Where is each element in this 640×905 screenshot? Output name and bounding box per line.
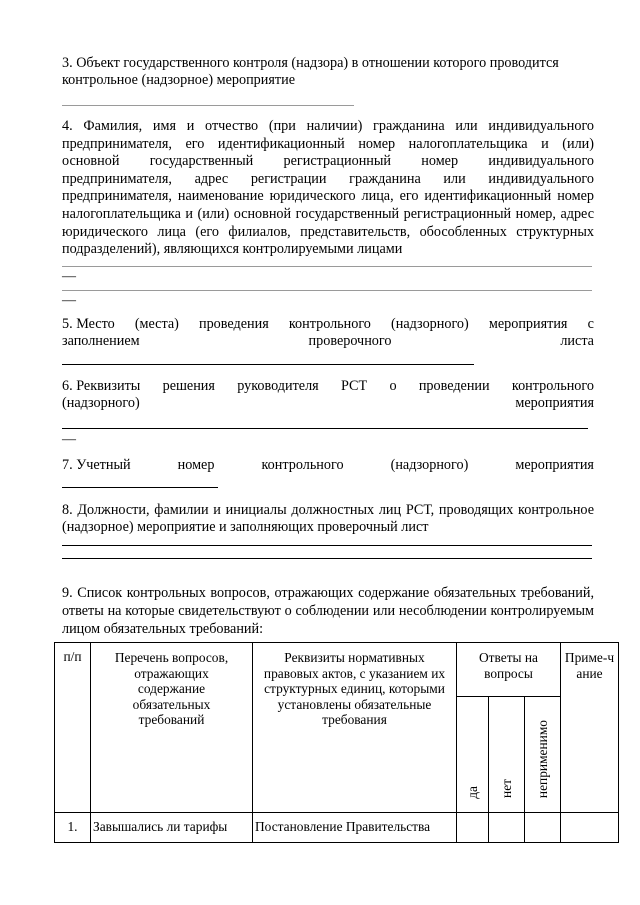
section-8: 8. Должности, фамилии и инициалы должностных лиц РСТ, проводящих контрольное (надзорное) мероприятие и заполняющих проверочный лист	[62, 502, 594, 536]
row-answer-na[interactable]	[525, 813, 561, 843]
section-8-fill-line-1[interactable]	[62, 545, 592, 546]
questions-table	[54, 642, 619, 843]
row-answer-yes[interactable]	[457, 813, 489, 843]
section-6-line-2: (надзорного) мероприятия	[62, 395, 594, 412]
header-yes: да	[457, 697, 489, 813]
section-4-dash-1: —	[62, 269, 76, 284]
section-6-fill-line[interactable]	[62, 428, 588, 429]
section-3-line-1: 3. Объект государственного контроля (надзора) в отношении которого проводится	[62, 55, 559, 71]
section-9: 9. Список контрольных вопросов, отражающих содержание обязательных требований, ответы на которые свидетельствуют о соблюдении или несоблюдении контролируемым лицом обязательных требований:	[62, 585, 594, 637]
row-num: 1.	[55, 813, 91, 843]
section-6	[62, 378, 594, 412]
section-4-dash-2: —	[62, 293, 76, 308]
header-requisites: Реквизиты нормативных правовых актов, с указанием их структурных единиц, которыми установлены обязательные требования	[253, 643, 457, 813]
header-na: неприменимо	[525, 697, 561, 813]
header-questions: Перечень вопросов, отражающих содержание обязательных требований	[91, 643, 253, 813]
section-3-line-2: контрольное (надзорное) мероприятие	[62, 72, 295, 89]
section-5-line-2: заполнением проверочного листа	[62, 333, 594, 350]
section-4-fill-line-2[interactable]	[62, 290, 592, 291]
section-7	[62, 457, 594, 474]
section-5-line-1: 5. Место (места) проведения контрольного (надзорного) мероприятия с	[62, 316, 594, 332]
section-6-line-1: 6. Реквизиты решения руководителя РСТ о проведении контрольного	[62, 378, 594, 394]
header-num: п/п	[55, 643, 91, 813]
section-5-fill-line[interactable]	[62, 364, 474, 365]
header-no: нет	[489, 697, 525, 813]
section-4: 4. Фамилия, имя и отчество (при наличии) гражданина или индивидуального предпринимателя, его идентификационный номер налогоплательщика и (или) основной государственный регистрационный номер индивидуального предпринимателя, адрес регистрации гражданина или индивидуального предпринимателя, наименование юридического лица, его идентификационный номер налогоплательщика и (или) основной государственный регистрационный номер, адрес юридического лица (его филиалов, представительств, обособленных структурных подразделений), являющихся контролируемыми лицами	[62, 118, 594, 258]
header-note: Приме-чание	[561, 643, 619, 813]
row-question: Завышались ли тарифы	[91, 813, 253, 843]
section-3-fill-line[interactable]	[62, 105, 354, 106]
section-7-fill-line[interactable]	[62, 487, 218, 488]
row-requisite: Постановление Правительства	[253, 813, 457, 843]
table-row	[55, 813, 619, 843]
row-answer-no[interactable]	[489, 813, 525, 843]
section-7-line-1: 7. Учетный номер контрольного (надзорного) мероприятия	[62, 457, 594, 473]
section-5	[62, 316, 594, 350]
row-note[interactable]	[561, 813, 619, 843]
section-3	[62, 55, 594, 89]
section-6-dash: —	[62, 432, 76, 447]
header-answers: Ответы на вопросы	[457, 643, 561, 697]
section-4-fill-line-1[interactable]	[62, 266, 592, 267]
section-8-fill-line-2[interactable]	[62, 558, 592, 559]
